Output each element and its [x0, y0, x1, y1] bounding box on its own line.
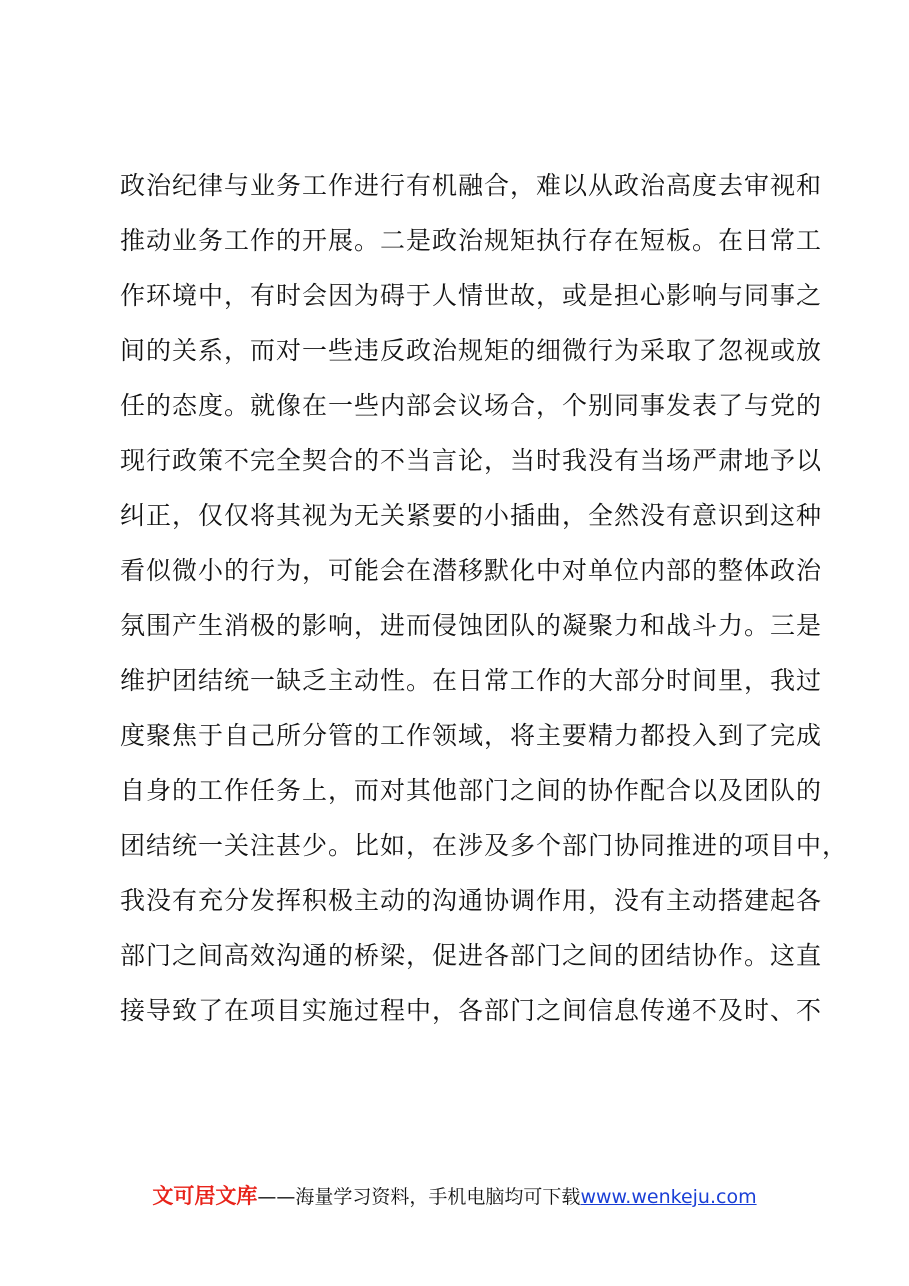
body-line: 纠正，仅仅将其视为无关紧要的小插曲，全然没有意识到这种: [120, 501, 823, 530]
body-line: 部门之间高效沟通的桥梁，促进各部门之间的团结协作。这直: [120, 941, 823, 970]
body-line: 氛围产生消极的影响，进而侵蚀团队的凝聚力和战斗力。三是: [120, 611, 823, 640]
footer-tagline: ——海量学习资料，手机电脑均可下载: [257, 1186, 581, 1208]
footer-brand: 文可居文库: [152, 1184, 258, 1208]
footer-site-link[interactable]: www.wenkeju.com: [580, 1186, 757, 1208]
body-line: 维护团结统一缺乏主动性。在日常工作的大部分时间里，我过: [120, 666, 823, 695]
body-line: 团结统一关注甚少。比如，在涉及多个部门协同推进的项目中，: [120, 831, 849, 860]
body-line: 间的关系，而对一些违反政治规矩的细微行为采取了忽视或放: [120, 336, 823, 365]
body-line: 我没有充分发挥积极主动的沟通协调作用，没有主动搭建起各: [120, 886, 823, 915]
document-body: [120, 163, 849, 1043]
body-line: 作环境中，有时会因为碍于人情世故，或是担心影响与同事之: [120, 281, 823, 310]
body-line: 自身的工作任务上，而对其他部门之间的协作配合以及团队的: [120, 776, 823, 805]
body-line: 任的态度。就像在一些内部会议场合，个别同事发表了与党的: [120, 391, 823, 420]
body-line: 看似微小的行为，可能会在潜移默化中对单位内部的整体政治: [120, 556, 823, 585]
body-line: 度聚焦于自己所分管的工作领域，将主要精力都投入到了完成: [120, 721, 823, 750]
body-line: 推动业务工作的开展。二是政治规矩执行存在短板。在日常工: [120, 226, 823, 255]
body-line: 接导致了在项目实施过程中，各部门之间信息传递不及时、不: [120, 996, 823, 1025]
page-footer: [0, 1180, 909, 1210]
body-line: 政治纪律与业务工作进行有机融合，难以从政治高度去审视和: [120, 171, 823, 200]
body-line: 现行政策不完全契合的不当言论，当时我没有当场严肃地予以: [120, 446, 823, 475]
